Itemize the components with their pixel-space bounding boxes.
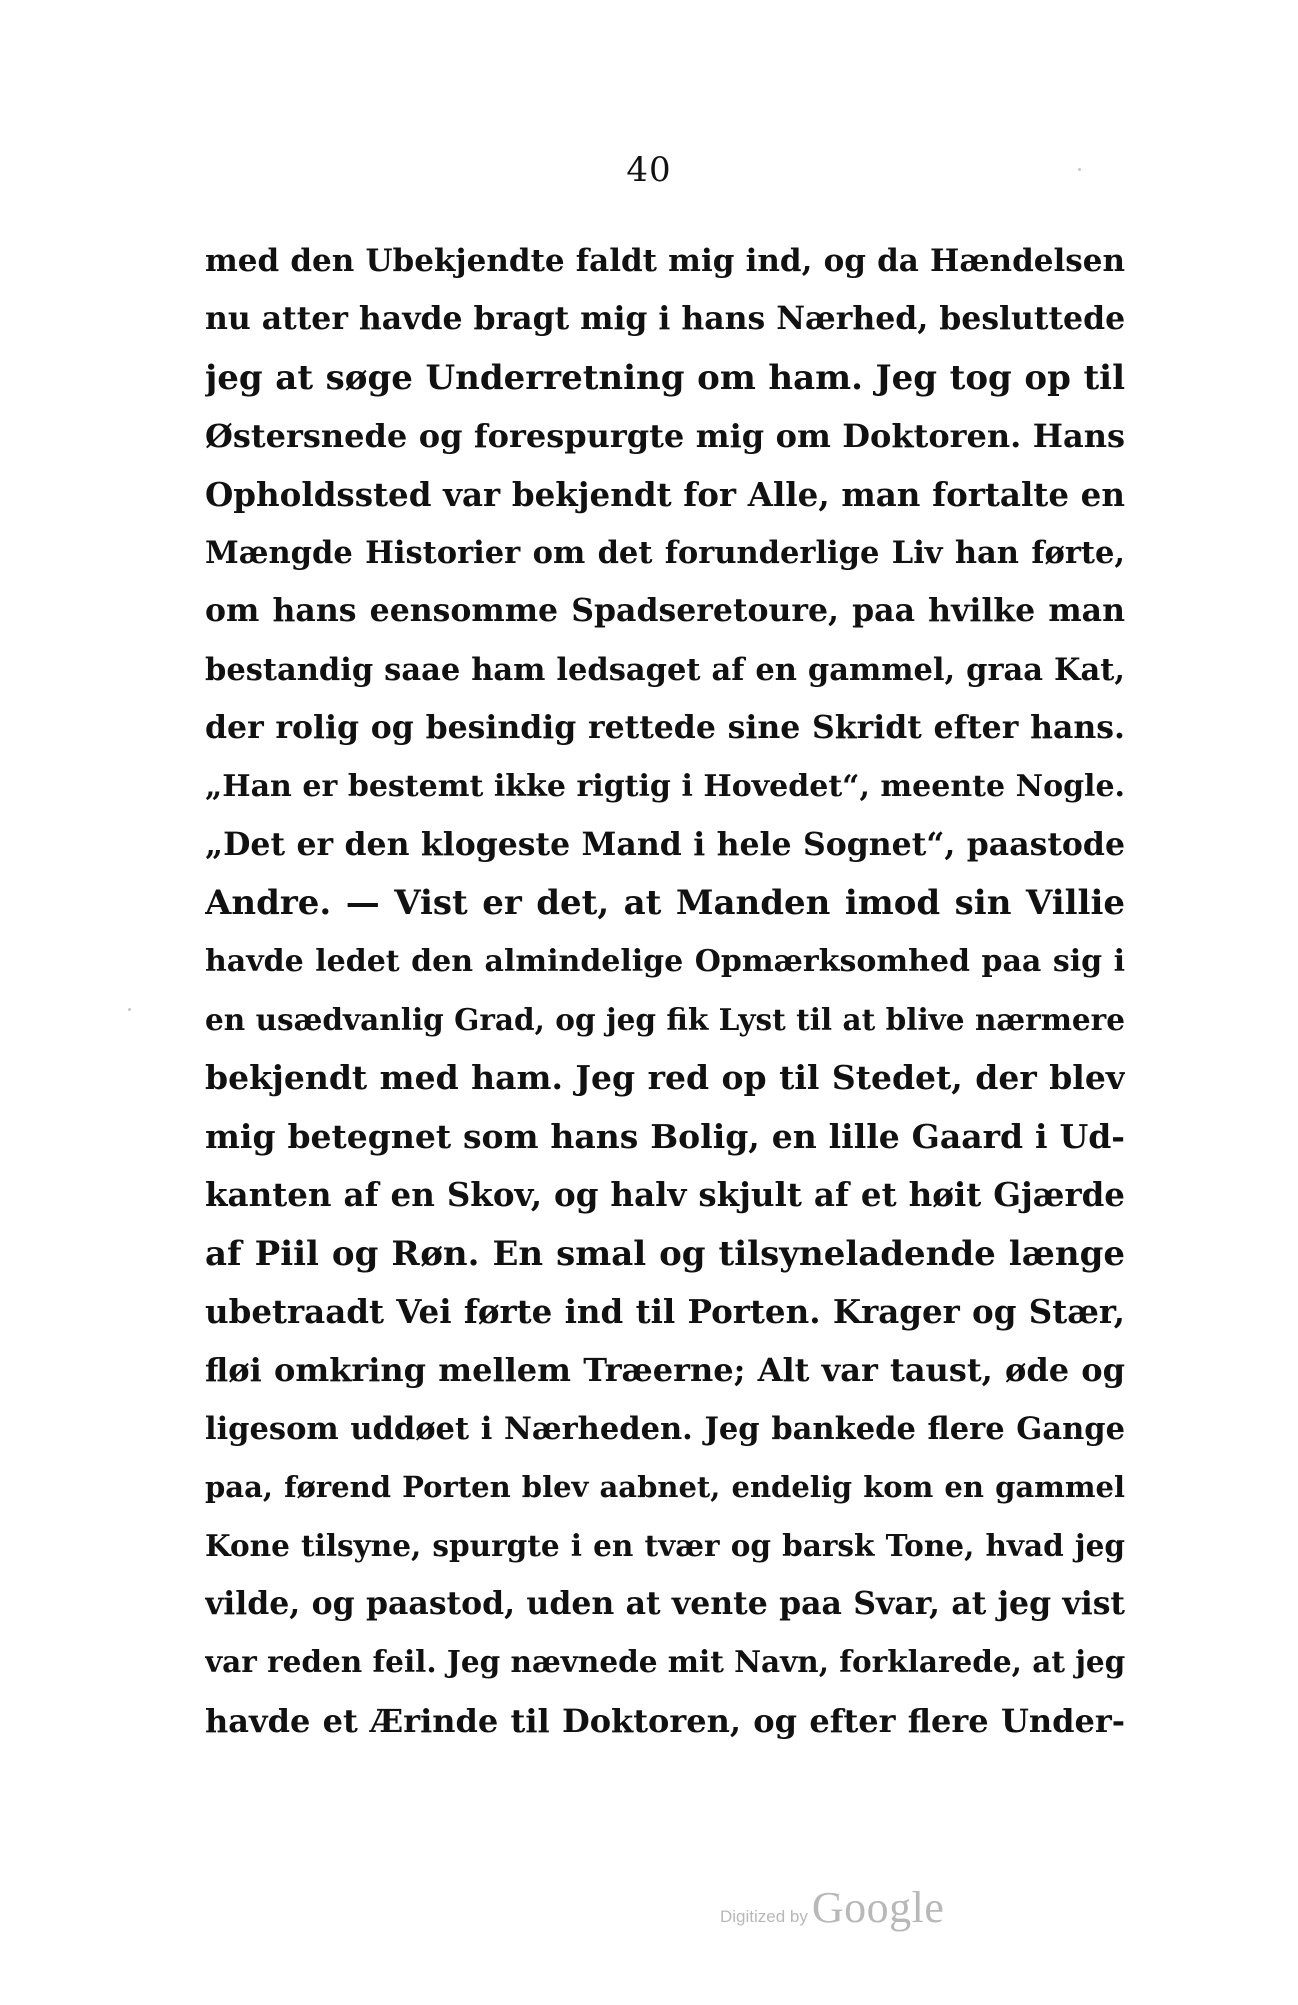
text-line: kanten af en Skov, og halv skjult af et høit Gjærde — [205, 1175, 1125, 1215]
text-line: „Det er den klogeste Mand i hele Sognet“, paastode — [205, 825, 1125, 863]
text-line: „Han er bestemt ikke rigtig i Hovedet“, meente Nogle. — [205, 768, 1125, 804]
text-line: havde et Ærinde til Doktoren, og efter flere Under- — [205, 1701, 1125, 1740]
watermark-prefix: Digitized by — [720, 1907, 808, 1926]
text-line: Mængde Historier om det forunderlige Liv han førte, — [205, 534, 1125, 571]
text-line: der rolig og besindig rettede sine Skridt efter hans. — [205, 709, 1125, 747]
text-line: ubetraadt Vei førte ind til Porten. Krager og Stær, — [205, 1292, 1125, 1332]
body-text — [205, 232, 1125, 1750]
text-line: paa, førend Porten blev aabnet, endelig kom en gammel — [205, 1470, 1125, 1505]
text-line: havde ledet den almindelige Opmærksomhed paa sig i — [205, 943, 1125, 979]
digitized-watermark — [720, 1882, 1020, 1942]
page-number: 40 — [626, 150, 672, 190]
text-line: jeg at søge Underretning om ham. Jeg tog op til — [205, 357, 1125, 398]
text-line: med den Ubekjendte faldt mig ind, og da Hændelsen — [205, 243, 1125, 279]
text-line: Østersnede og forespurgte mig om Doktoren. Hans — [205, 417, 1125, 456]
text-line: ligesom uddøet i Nærheden. Jeg bankede flere Gange — [205, 1410, 1125, 1447]
text-line: var reden feil. Jeg nævnede mit Navn, forklarede, at jeg — [205, 1644, 1125, 1680]
text-line: om hans eensomme Spadseretoure, paa hvilke man — [205, 592, 1125, 630]
scan-speck — [1078, 168, 1081, 171]
text-line: bestandig saae ham ledsaget af en gammel, graa Kat, — [205, 651, 1125, 688]
text-line: Andre. — Vist er det, at Manden imod sin Villie — [205, 883, 1125, 924]
scan-speck — [128, 1008, 131, 1011]
text-line: fløi omkring mellem Træerne; Alt var taust, øde og — [205, 1351, 1125, 1390]
watermark-brand: Google — [811, 1883, 945, 1932]
text-line: Kone tilsyne, spurgte i en tvær og barsk Tone, hvad jeg — [205, 1527, 1125, 1563]
text-line: Opholdssted var bekjendt for Alle, man fortalte en — [205, 474, 1125, 514]
text-line: vilde, og paastod, uden at vente paa Svar, at jeg vist — [205, 1584, 1125, 1622]
text-line: en usædvanlig Grad, og jeg fik Lyst til at blive nærmere — [205, 1002, 1125, 1038]
text-line: nu atter havde bragt mig i hans Nærhed, besluttede — [205, 300, 1125, 338]
text-line: af Piil og Røn. En smal og tilsyneladende længe — [205, 1233, 1125, 1274]
text-line: mig betegnet som hans Bolig, en lille Gaard i Ud- — [205, 1116, 1125, 1156]
text-line: bekjendt med ham. Jeg red op til Stedet, der blev — [205, 1058, 1125, 1098]
